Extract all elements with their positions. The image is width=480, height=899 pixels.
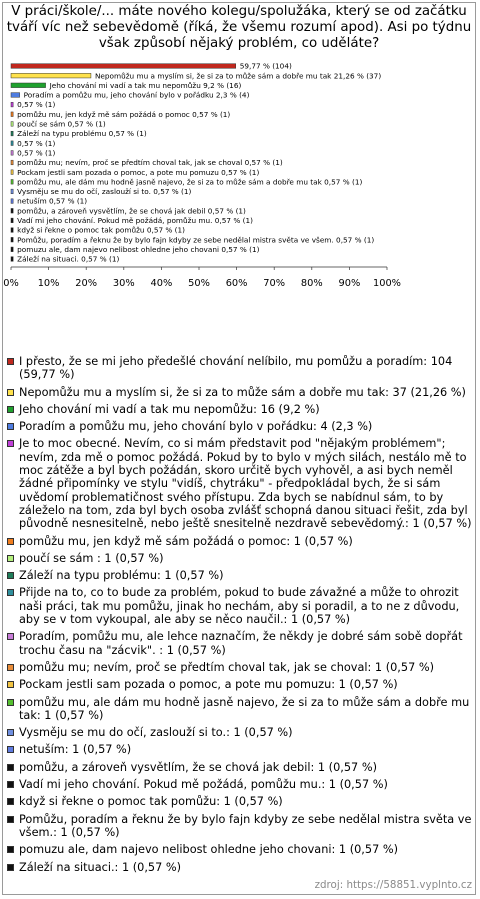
legend-label-16: Vadí mi jeho chování. Pokud mě požádá, pomůžu mu.: 1 (0,57 %) — [19, 778, 388, 792]
legend-item-9 — [6, 630, 474, 657]
x-tick-label-0: 0% — [3, 278, 19, 289]
bar-16 — [11, 218, 13, 223]
legend-label-0: I přesto, že se mi jeho předešlé chování nelíbilo, mu pomůžu a poradím: 104 (59,77 %) — [19, 355, 453, 382]
legend-swatch-0 — [7, 358, 14, 365]
legend-swatch-14 — [7, 746, 14, 753]
bar-2 — [11, 83, 46, 88]
legend-label-17: když si řekne o pomoc tak pomůžu: 1 (0,57 %) — [19, 795, 283, 809]
legend-item-12 — [6, 696, 474, 723]
bar-8 — [11, 141, 13, 146]
x-tick-label-7: 70% — [263, 278, 286, 289]
legend-label-3: Poradím a pomůžu mu, jeho chování bylo v pořádku: 4 (2,3 %) — [19, 420, 373, 434]
legend-item-15 — [6, 761, 474, 774]
x-tick-label-10: 100% — [372, 278, 402, 289]
legend-swatch-8 — [7, 589, 14, 596]
x-tick-label-4: 40% — [150, 278, 173, 289]
bar-5 — [11, 112, 13, 117]
bar-1 — [11, 73, 91, 78]
x-tick-label-6: 60% — [225, 278, 248, 289]
bar-13 — [11, 189, 13, 194]
bar-6 — [11, 122, 13, 127]
bar-label-3: Poradím a pomůžu mu, jeho chování bylo v pořádku 2,3 % (4) — [23, 90, 250, 100]
bar-label-14: netuším 0,57 % (1) — [17, 196, 88, 206]
x-tick-label-9: 90% — [338, 278, 361, 289]
legend-label-13: Vysměju se mu do očí, zaslouží si to.: 1 (0,57 %) — [19, 726, 293, 740]
bar-label-13: Vysměju se mu do očí, zaslouží si to. 0,57 % (1) — [17, 187, 192, 197]
legend-item-1 — [6, 386, 474, 399]
bar-11 — [11, 170, 13, 175]
legend-label-20: Záleží na situaci.: 1 (0,57 %) — [19, 860, 182, 874]
x-tick-label-1: 10% — [37, 278, 60, 289]
legend-label-14: netuším: 1 (0,57 %) — [19, 743, 132, 757]
legend-label-19: pomuzu ale, dam najevo nelibost ohledne jeho chovani: 1 (0,57 %) — [19, 843, 398, 857]
legend-label-6: poučí se sám : 1 (0,57 %) — [19, 551, 164, 565]
legend-swatch-20 — [7, 864, 14, 871]
bar-label-11: Pockam jestli sam pozada o pomoc, a pote mu pomuzu 0,57 % (1) — [17, 167, 260, 177]
legend-item-7 — [6, 569, 474, 582]
legend-label-15: pomůžu, a zároveň vysvětlím, že se chová jak debil: 1 (0,57 %) — [19, 760, 377, 774]
bar-label-10: pomůžu mu; nevím, proč se předtím choval tak, jak se choval 0,57 % (1) — [17, 158, 283, 168]
x-tick-label-3: 30% — [112, 278, 135, 289]
legend-swatch-18 — [7, 816, 14, 823]
legend-item-3 — [6, 420, 474, 433]
legend-item-4 — [6, 437, 474, 530]
bar-label-7: Záleží na typu problému 0,57 % (1) — [17, 129, 147, 139]
legend-swatch-5 — [7, 538, 14, 545]
legend-swatch-11 — [7, 681, 14, 688]
legend-swatch-9 — [7, 633, 14, 640]
legend-item-16 — [6, 778, 474, 791]
legend-label-11: Pockam jestli sam pozada o pomoc, a pote mu pomuzu: 1 (0,57 %) — [19, 678, 398, 692]
legend-swatch-12 — [7, 699, 14, 706]
bar-10 — [11, 160, 13, 165]
legend-item-6 — [6, 552, 474, 565]
bar-label-5: pomůžu mu, jen když mě sám požádá o pomoc 0,57 % (1) — [17, 109, 231, 119]
chart-title: V práci/škole/... máte nového kolegu/spolužáka, který se od začátku tváří víc než sebevědomě (říká, že všemu rozumí apod). Asi po týdnu však způsobí nějaký problém, co uděláte? — [6, 4, 472, 51]
bar-label-9: 0,57 % (1) — [17, 148, 56, 158]
bar-15 — [11, 208, 13, 213]
bar-0 — [11, 64, 236, 69]
bar-12 — [11, 180, 13, 185]
bar-label-6: poučí se sám 0,57 % (1) — [17, 119, 106, 129]
bar-9 — [11, 151, 13, 156]
legend-swatch-17 — [7, 798, 14, 805]
bar-label-2: Jeho chování mi vadí a tak mu nepomůžu 9,2 % (16) — [49, 80, 242, 90]
bar-14 — [11, 199, 13, 204]
legend-swatch-2 — [7, 406, 14, 413]
bar-label-1: Nepomůžu mu a myslím si, že si za to může sám a dobře mu tak 21,26 % (37) — [94, 71, 382, 81]
legend-swatch-19 — [7, 846, 14, 853]
legend-swatch-15 — [7, 764, 14, 771]
x-tick-label-5: 50% — [188, 278, 210, 289]
bar-19 — [11, 247, 13, 252]
legend-item-2 — [6, 403, 474, 416]
legend-item-17 — [6, 795, 474, 808]
legend-item-18 — [6, 813, 474, 840]
legend-label-2: Jeho chování mi vadí a tak mu nepomůžu: 16 (9,2 %) — [19, 402, 320, 416]
bar-label-17: když si řekne o pomoc tak pomůžu 0,57 % (1) — [17, 225, 186, 235]
legend-item-19 — [6, 843, 474, 856]
legend-swatch-1 — [7, 389, 14, 396]
legend-item-0 — [6, 355, 474, 382]
legend-item-20 — [6, 861, 474, 874]
bar-label-15: pomůžu, a zároveň vysvětlím, že se chová jak debil 0,57 % (1) — [17, 206, 246, 216]
bar-20 — [11, 257, 13, 262]
legend-swatch-6 — [7, 555, 14, 562]
bar-4 — [11, 102, 13, 107]
legend-label-1: Nepomůžu mu a myslím si, že si za to může sám a dobře mu tak: 37 (21,26 %) — [19, 385, 466, 399]
legend-item-10 — [6, 661, 474, 674]
bar-17 — [11, 228, 13, 233]
legend-label-7: Záleží na typu problému: 1 (0,57 %) — [19, 569, 224, 583]
legend — [6, 355, 474, 878]
legend-item-13 — [6, 726, 474, 739]
bar-label-18: Pomůžu, poradím a řeknu že by bylo fajn kdyby ze sebe nedělal mistra světa ve všem. 0,57 % (1) — [17, 235, 375, 245]
bar-label-4: 0,57 % (1) — [17, 100, 56, 110]
bar-18 — [11, 237, 13, 242]
bar-7 — [11, 131, 13, 136]
legend-label-18: Pomůžu, poradím a řeknu že by bylo fajn kdyby ze sebe nedělal mistra světa ve všem.: 1 (0,57 %) — [19, 812, 472, 839]
legend-label-12: pomůžu mu, ale dám mu hodně jasně najevo, že si za to může sám a dobře mu tak: 1 (0,57 %) — [19, 695, 470, 722]
legend-item-11 — [6, 678, 474, 691]
legend-item-14 — [6, 743, 474, 756]
x-tick-label-2: 20% — [75, 278, 98, 289]
bar-3 — [11, 93, 20, 98]
legend-label-8: Přijde na to, co to bude za problém, pokud to bude závažné a může to ohrozit naši práci, tak mu pomůžu, jinak ho nechám, aby si poradil, a to ne z důvodu, aby se v tom vykoupal, ale aby se něco naučil.: 1 (0,57 %) — [19, 586, 460, 627]
bar-label-20: Záleží na situaci. 0,57 % (1) — [17, 254, 120, 264]
bar-label-19: pomuzu ale, dam najevo nelibost ohledne jeho chovani 0,57 % (1) — [17, 244, 260, 254]
legend-item-8 — [6, 586, 474, 626]
legend-swatch-4 — [7, 440, 14, 447]
legend-swatch-7 — [7, 572, 14, 579]
source-link[interactable]: zdroj: https://58851.vyplnto.cz — [314, 879, 472, 891]
legend-swatch-10 — [7, 664, 14, 671]
legend-swatch-16 — [7, 781, 14, 788]
bar-label-16: Vadí mi jeho chování. Pokud mě požádá, pomůžu mu. 0,57 % (1) — [17, 216, 253, 225]
legend-item-5 — [6, 535, 474, 548]
bar-chart — [0, 0, 480, 350]
x-tick-label-8: 80% — [300, 278, 323, 289]
bar-label-0: 59,77 % (104) — [239, 61, 292, 71]
legend-label-10: pomůžu mu; nevím, proč se předtím choval tak, jak se choval: 1 (0,57 %) — [19, 660, 434, 674]
legend-label-4: Je to moc obecné. Nevím, co si mám představit pod "nějakým problémem"; nevím, zda mě o pomoc požádá. Pokud by to bylo v mých silách, nestálo mě to moc zátěže a byl bych požádán, skoro určitě bych vyhověl, a asi bych neměl žádné připomínky ve stylu "vidíš, chytráku" - předpokládal bych, že si sám uvědomí problematičnost svého přístupu. Zda bych se nabídnul sám, to by záleželo na tom, zda byl bych osoba zvlášť schopná danou situaci řešit, zda byl původně nesnesitelně, nebo ještě snesitelně nezdravě sebevědomý.: 1 (0,57 %) — [19, 437, 472, 531]
bar-label-12: pomůžu mu, ale dám mu hodně jasně najevo, že si za to může sám a dobře mu tak 0,57 % (1) — [17, 177, 363, 187]
legend-label-9: Poradím, pomůžu mu, ale lehce naznačím, že někdy je dobré sám sobě dopřát trochu času na "zácvik". : 1 (0,57 %) — [19, 630, 463, 657]
legend-label-5: pomůžu mu, jen když mě sám požádá o pomoc: 1 (0,57 %) — [19, 534, 353, 548]
legend-swatch-3 — [7, 423, 14, 430]
legend-swatch-13 — [7, 729, 14, 736]
bar-label-8: 0,57 % (1) — [17, 138, 56, 148]
